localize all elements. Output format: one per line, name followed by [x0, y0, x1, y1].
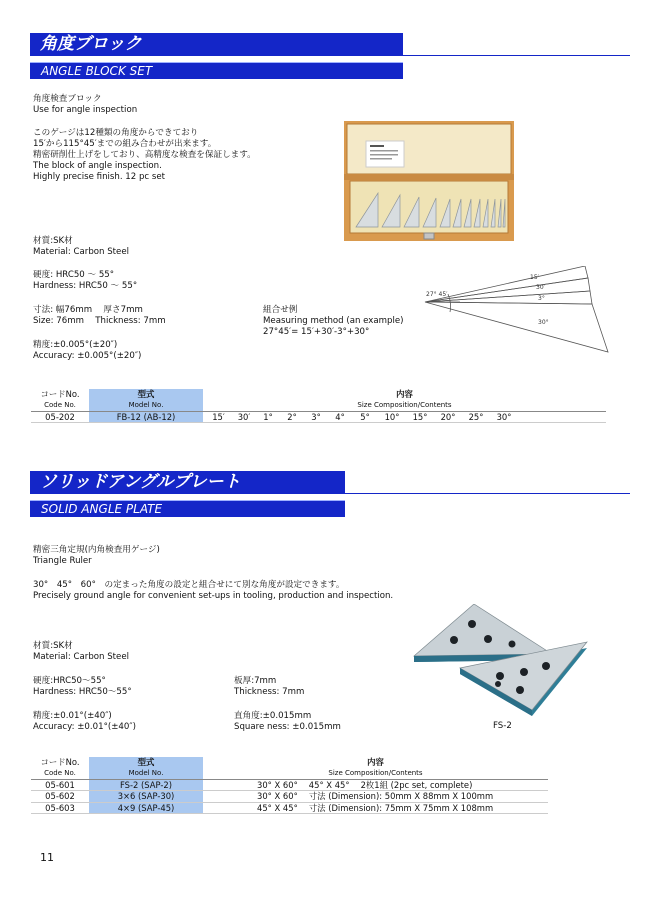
section1-hardness — [33, 270, 137, 292]
section2-hardness — [33, 676, 132, 698]
section1-title-en: ANGLE BLOCK SET — [30, 62, 403, 79]
measuring-diagram — [420, 266, 612, 354]
th-code-en: Code No. — [31, 400, 89, 411]
section2-accuracy — [33, 711, 136, 733]
accuracy-jp: 精度:±0.005°(±20″) — [33, 340, 118, 350]
section2-title-jp: ソリッドアングルプレート — [30, 471, 345, 493]
th-model-en: Model No. — [89, 768, 203, 779]
row-content: 30° X 60° 45° X 45° 2枚1組 (2pc set, complete) — [203, 779, 548, 791]
example-title: 組合せ例 — [263, 305, 298, 315]
solid-angle-plate-photo — [402, 604, 607, 724]
section1-size — [33, 305, 166, 327]
diagram-label-r2: 30′ — [536, 284, 545, 291]
squareness-jp: 直角度:±0.015mm — [234, 711, 312, 721]
feature-line: 精密研削仕上げをしており、高精度な検査を保証します。 — [33, 150, 256, 160]
size-en: Size: 76mm Thickness: 7mm — [33, 316, 166, 326]
accuracy-jp: 精度:±0.01°(±40″) — [33, 711, 112, 721]
accuracy-en: Accuracy: ±0.01°(±40″) — [33, 722, 136, 732]
size-value: 5° — [360, 411, 370, 422]
hardness-en: Hardness: HRC50～55° — [33, 687, 132, 697]
size-value: 20° — [440, 411, 456, 422]
section1-description — [33, 94, 137, 116]
table-row — [31, 802, 548, 814]
section2-squareness — [234, 711, 341, 733]
section1-features — [33, 128, 256, 183]
hardness-jp: 硬度:HRC50～55° — [33, 676, 106, 686]
example-formula: 27°45′= 15′+30′-3°+30° — [263, 327, 370, 337]
desc-line-en: Use for angle inspection — [33, 105, 138, 115]
table-row — [31, 779, 548, 791]
th-content-en: Size Composition/Contents — [203, 768, 548, 779]
size-jp: 寸法: 幅76mm 厚さ7mm — [33, 305, 143, 315]
size-value: 3° — [311, 411, 321, 422]
size-value: 15′ — [212, 411, 225, 422]
section2-spec-table — [31, 757, 548, 814]
th-model-jp: 型式 — [89, 389, 203, 400]
row-model: 3×6 (SAP-30) — [89, 791, 203, 803]
section1-title-rule — [30, 55, 630, 56]
size-value: 15° — [412, 411, 428, 422]
section1-example — [263, 305, 404, 338]
section2-thickness — [234, 676, 304, 698]
desc-line-jp: 精密三角定規(内角検査用ゲージ) — [33, 545, 160, 555]
section2-features — [33, 580, 393, 602]
section2-title-en: SOLID ANGLE PLATE — [30, 500, 345, 517]
squareness-en: Square ness: ±0.015mm — [234, 722, 341, 732]
table-row — [31, 791, 548, 803]
material-en: Material: Carbon Steel — [33, 652, 130, 662]
thickness-jp: 板厚:7mm — [234, 676, 277, 686]
diagram-label-r3: 3° — [538, 295, 545, 302]
section2-description — [33, 545, 160, 567]
row-code: 05-602 — [31, 791, 89, 803]
section1-spec-table — [31, 389, 606, 423]
material-jp: 材質:SK材 — [33, 236, 73, 246]
th-code-jp: コードNo. — [40, 389, 80, 400]
thickness-en: Thickness: 7mm — [234, 687, 305, 697]
feature-line: Highly precise finish. 12 pc set — [33, 172, 165, 182]
size-value: 25° — [468, 411, 484, 422]
row-model: FS-2 (SAP-2) — [89, 779, 203, 791]
angle-block-set-photo — [344, 121, 514, 241]
row-model: 4×9 (SAP-45) — [89, 802, 203, 814]
feature-line: このゲージは12種類の角度からできており — [33, 128, 199, 138]
material-en: Material: Carbon Steel — [33, 247, 130, 257]
feature-line: Precisely ground angle for convenient set-ups in tooling, production and inspection. — [33, 591, 394, 601]
material-jp: 材質:SK材 — [33, 641, 73, 651]
diagram-label-r1: 15′ — [530, 274, 539, 281]
row-content: 30° X 60° 寸法 (Dimension): 50mm X 88mm X 100mm — [203, 791, 548, 803]
row-model: FB-12 (AB-12) — [89, 411, 203, 423]
accuracy-en: Accuracy: ±0.005°(±20″) — [33, 351, 142, 361]
th-model-en: Model No. — [89, 400, 203, 411]
size-value: 30′ — [237, 411, 251, 422]
diagram-label-left: 27° 45′ — [426, 291, 448, 298]
diagram-label-r4: 30° — [538, 319, 549, 326]
row-code: 05-202 — [31, 411, 89, 423]
th-code-en: Code No. — [31, 768, 89, 779]
th-content-jp: 内容 — [367, 757, 384, 768]
section2-material — [33, 641, 129, 663]
desc-line-en: Triangle Ruler — [33, 556, 92, 566]
feature-line: The block of angle inspection. — [33, 161, 162, 171]
example-subtitle: Measuring method (an example) — [263, 316, 404, 326]
size-value: 4° — [335, 411, 345, 422]
th-content-en: Size Composition/Contents — [203, 400, 606, 411]
row-content: 45° X 45° 寸法 (Dimension): 75mm X 75mm X 108mm — [203, 802, 548, 814]
page-number: 11 — [40, 851, 54, 864]
row-sizes — [203, 411, 606, 423]
size-value: 1° — [263, 411, 273, 422]
size-value: 10° — [384, 411, 400, 422]
size-value: 2° — [287, 411, 297, 422]
desc-line-jp: 角度検査ブロック — [33, 94, 102, 104]
section1-accuracy — [33, 340, 141, 362]
row-code: 05-601 — [31, 779, 89, 791]
image-caption: FS-2 — [493, 721, 512, 731]
th-content-jp: 内容 — [396, 389, 413, 400]
row-code: 05-603 — [31, 802, 89, 814]
size-value: 30° — [496, 411, 512, 422]
table-row — [31, 411, 606, 423]
th-model-jp: 型式 — [89, 757, 203, 768]
section1-title-jp: 角度ブロック — [30, 33, 403, 55]
section1-material — [33, 236, 129, 258]
hardness-jp: 硬度: HRC50 ～ 55° — [33, 270, 115, 280]
feature-line: 30° 45° 60° の定まった角度の設定と組合せにて別な角度が設定できます。 — [33, 580, 345, 590]
th-code-jp: コードNo. — [40, 757, 80, 768]
hardness-en: Hardness: HRC50 ～ 55° — [33, 281, 138, 291]
feature-line: 15′から115°45′までの組み合わせが出来ます。 — [33, 139, 217, 149]
section2-title-rule — [30, 493, 630, 494]
